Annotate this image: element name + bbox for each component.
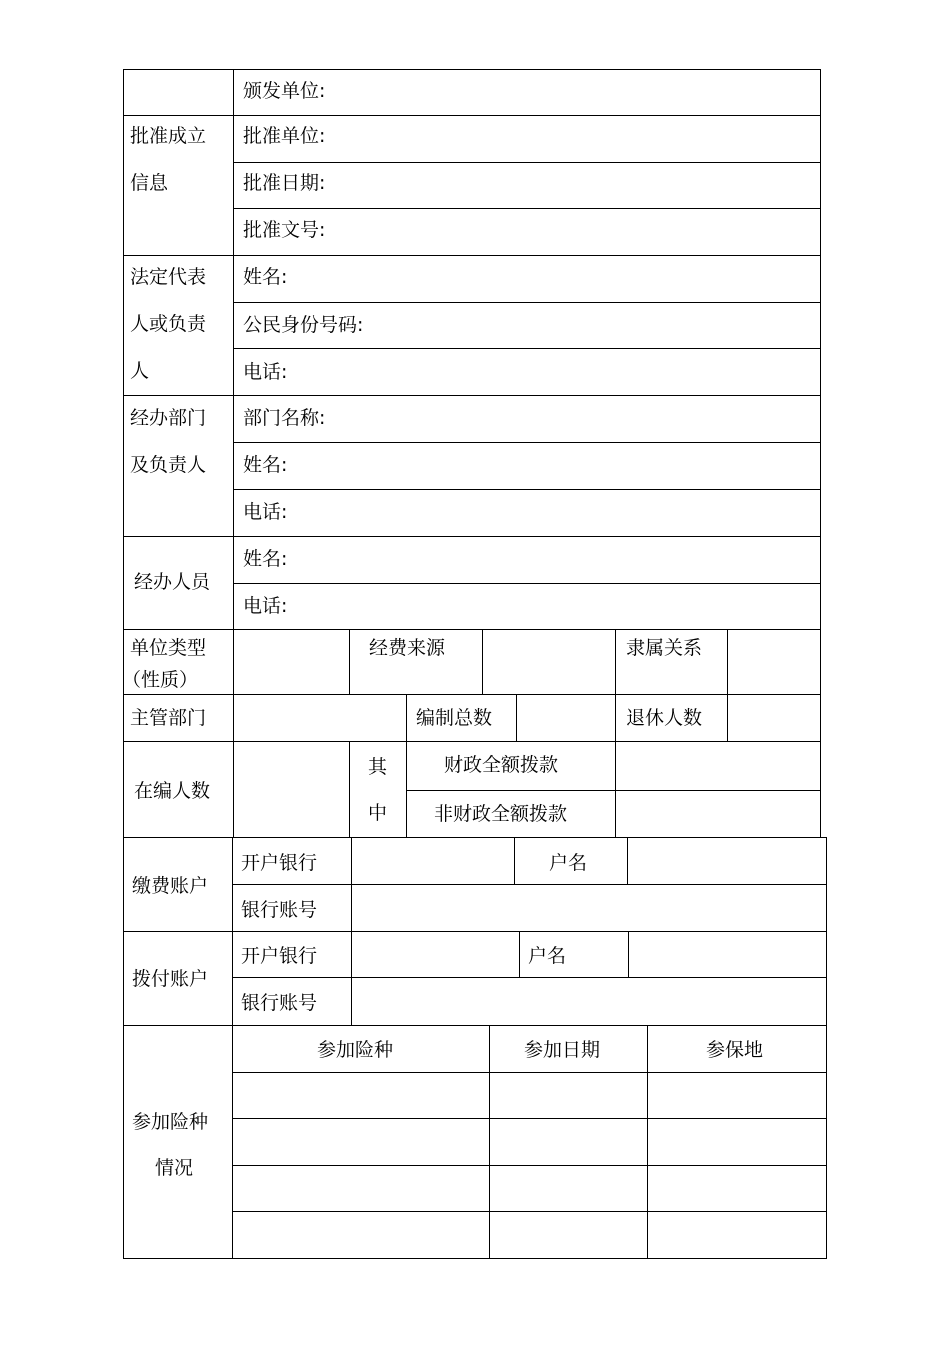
disburse-account-no-label: 银行账号: [241, 992, 318, 1014]
handler-name-input[interactable]: [300, 539, 818, 579]
dept-name-label: 部门名称:: [243, 407, 326, 429]
disburse-account-name-label: 户名: [528, 945, 567, 967]
insurance-row2-date[interactable]: [491, 1120, 645, 1163]
issuer-input[interactable]: [340, 72, 818, 112]
staffed-label: 在编人数: [134, 780, 211, 802]
payment-account-no-label: 银行账号: [241, 899, 318, 921]
staffed-input[interactable]: [235, 743, 347, 835]
insurance-row1-type[interactable]: [234, 1074, 487, 1116]
legal-rep-title-line1: 法定代表: [130, 266, 207, 288]
insurance-title-line1: 参加险种: [132, 1111, 209, 1133]
legal-rep-phone-input[interactable]: [300, 351, 818, 391]
legal-rep-name-input[interactable]: [300, 258, 818, 298]
disburse-bank-label: 开户银行: [241, 945, 318, 967]
disburse-account-title: 拨付账户: [132, 968, 209, 990]
payment-account-name-input[interactable]: [629, 839, 824, 882]
supervisor-label: 主管部门: [130, 707, 207, 729]
insurance-row3-type[interactable]: [234, 1167, 487, 1209]
full-fiscal-input[interactable]: [617, 743, 818, 788]
approval-title-line1: 批准成立: [130, 125, 207, 147]
unit-type-input[interactable]: [235, 631, 347, 693]
handler-phone-input[interactable]: [300, 586, 818, 626]
approval-doc-no-input[interactable]: [340, 211, 818, 251]
payment-bank-input[interactable]: [353, 839, 512, 882]
issuer-label: 颁发单位:: [243, 80, 326, 102]
legal-rep-title-line2: 人或负责: [130, 313, 207, 335]
among-label-1: 其: [368, 756, 388, 778]
insurance-header-date: 参加日期: [524, 1039, 601, 1061]
non-full-fiscal-label: 非财政全额拨款: [434, 803, 568, 825]
dept-name-input[interactable]: [340, 398, 818, 438]
legal-rep-name-label: 姓名:: [243, 266, 288, 288]
fund-source-label: 经费来源: [369, 637, 446, 659]
insurance-header-place: 参保地: [706, 1039, 764, 1061]
insurance-row1-place[interactable]: [649, 1074, 824, 1116]
handler-title: 经办人员: [134, 571, 211, 593]
legal-rep-id-input[interactable]: [380, 305, 818, 345]
approval-doc-no-label: 批准文号:: [243, 219, 326, 241]
legal-rep-title-line3: 人: [130, 360, 150, 382]
total-staffing-label: 编制总数: [416, 707, 493, 729]
full-fiscal-label: 财政全额拨款: [444, 754, 559, 776]
payment-account-no-input[interactable]: [353, 886, 824, 929]
handler-phone-label: 电话:: [243, 595, 288, 617]
retired-label: 退休人数: [626, 707, 703, 729]
insurance-row4-date[interactable]: [491, 1213, 645, 1256]
payment-bank-label: 开户银行: [241, 852, 318, 874]
handling-dept-title-line1: 经办部门: [130, 407, 207, 429]
fund-source-input[interactable]: [484, 631, 613, 693]
dept-head-name-input[interactable]: [300, 445, 818, 485]
among-label-2: 中: [368, 802, 388, 824]
dept-phone-label: 电话:: [243, 501, 288, 523]
non-full-fiscal-input[interactable]: [617, 792, 818, 835]
disburse-account-name-input[interactable]: [630, 933, 824, 975]
disburse-bank-input[interactable]: [353, 933, 517, 975]
affiliation-label: 隶属关系: [626, 637, 703, 659]
supervisor-input[interactable]: [235, 696, 404, 740]
approval-unit-input[interactable]: [340, 118, 818, 158]
handling-dept-title-line2: 及负责人: [130, 454, 207, 476]
approval-date-input[interactable]: [340, 165, 818, 205]
approval-unit-label: 批准单位:: [243, 125, 326, 147]
disburse-account-no-input[interactable]: [353, 979, 824, 1023]
payment-account-title: 缴费账户: [132, 875, 209, 897]
legal-rep-phone-label: 电话:: [243, 361, 288, 383]
dept-phone-input[interactable]: [300, 492, 818, 532]
dept-head-name-label: 姓名:: [243, 454, 288, 476]
payment-account-name-label: 户名: [549, 852, 588, 874]
insurance-title-line2: 情况: [155, 1157, 194, 1179]
insurance-row2-place[interactable]: [649, 1120, 824, 1163]
insurance-row3-place[interactable]: [649, 1167, 824, 1209]
insurance-row4-place[interactable]: [649, 1213, 824, 1256]
legal-rep-id-label: 公民身份号码:: [243, 314, 364, 336]
affiliation-input[interactable]: [729, 631, 818, 693]
handler-name-label: 姓名:: [243, 548, 288, 570]
insurance-row3-date[interactable]: [491, 1167, 645, 1209]
retired-input[interactable]: [729, 696, 818, 740]
insurance-header-type: 参加险种: [317, 1039, 394, 1061]
unit-type-label-line1: 单位类型: [130, 637, 207, 659]
insurance-row2-type[interactable]: [234, 1120, 487, 1163]
total-staffing-input[interactable]: [518, 696, 613, 740]
approval-date-label: 批准日期:: [243, 172, 326, 194]
insurance-row4-type[interactable]: [234, 1213, 487, 1256]
approval-title-line2: 信息: [130, 172, 169, 194]
unit-type-label-line2: （性质）: [122, 669, 199, 691]
insurance-row1-date[interactable]: [491, 1074, 645, 1116]
